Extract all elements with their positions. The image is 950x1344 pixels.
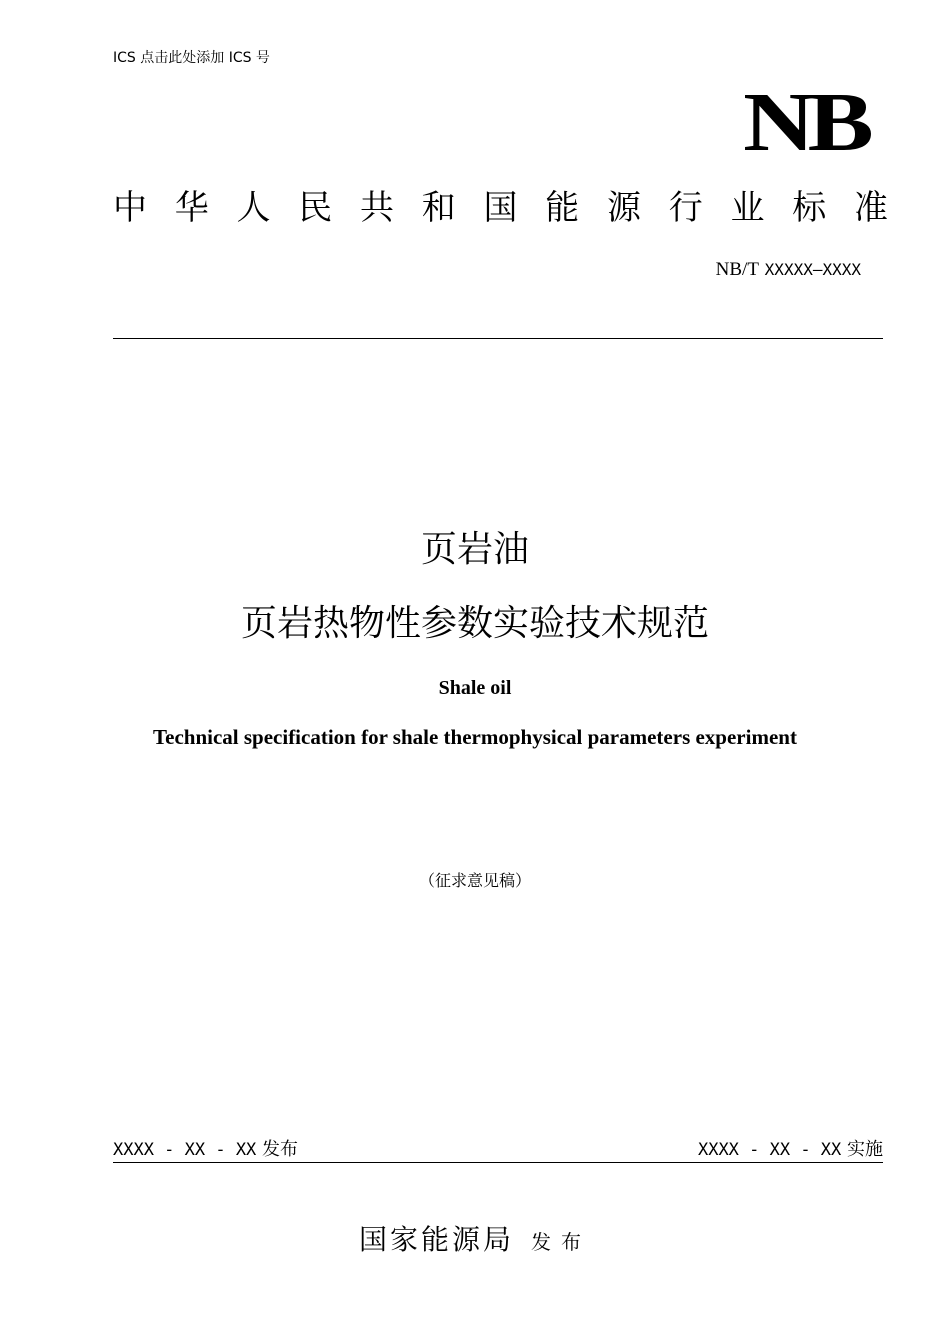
document-title-cn-sub: 页岩热物性参数实验技术规范 — [240, 603, 709, 644]
title-char: 民 — [298, 188, 333, 228]
title-char: 业 — [730, 188, 765, 228]
title-char: 和 — [421, 188, 456, 228]
title-char: 准 — [854, 188, 888, 228]
title-char: 行 — [668, 188, 703, 228]
title-char: 人 — [236, 188, 271, 228]
publisher — [0, 1222, 950, 1260]
release-date-value: XXXX - XX - XX — [113, 1140, 257, 1160]
title-char: 标 — [792, 188, 827, 228]
title-char: 国 — [483, 188, 518, 228]
release-label: 发布 — [262, 1139, 299, 1160]
document-title-en-main: Shale oil — [438, 677, 512, 699]
publisher-action: 发布 — [531, 1230, 592, 1254]
standard-number — [716, 258, 861, 282]
implement-date — [698, 1138, 883, 1162]
document-title-cn-main: 页岩油 — [420, 529, 529, 570]
header-divider — [113, 338, 883, 339]
title-char: 源 — [607, 188, 641, 228]
title-char: 华 — [174, 188, 209, 228]
document-title-en-sub: Technical specification for shale thermophysical parameters experiment — [153, 725, 797, 749]
publisher-org: 国家能源局 — [358, 1223, 514, 1256]
implement-date-value: XXXX - XX - XX — [697, 1140, 842, 1160]
title-char: 中 — [113, 188, 147, 228]
standard-number-prefix: NB/T — [715, 259, 759, 280]
title-char: 共 — [360, 188, 394, 228]
release-date — [113, 1138, 298, 1162]
draft-status: （征求意见稿） — [418, 871, 531, 890]
standard-number-code: XXXXX—XXXX — [764, 260, 861, 279]
title-char: 能 — [545, 188, 580, 228]
implement-label: 实施 — [847, 1139, 883, 1160]
standard-category-title — [113, 186, 888, 230]
nb-logo: NB — [743, 76, 867, 169]
ics-number-placeholder[interactable]: ICS 点击此处添加 ICS 号 — [113, 50, 270, 66]
footer-divider — [113, 1162, 883, 1163]
